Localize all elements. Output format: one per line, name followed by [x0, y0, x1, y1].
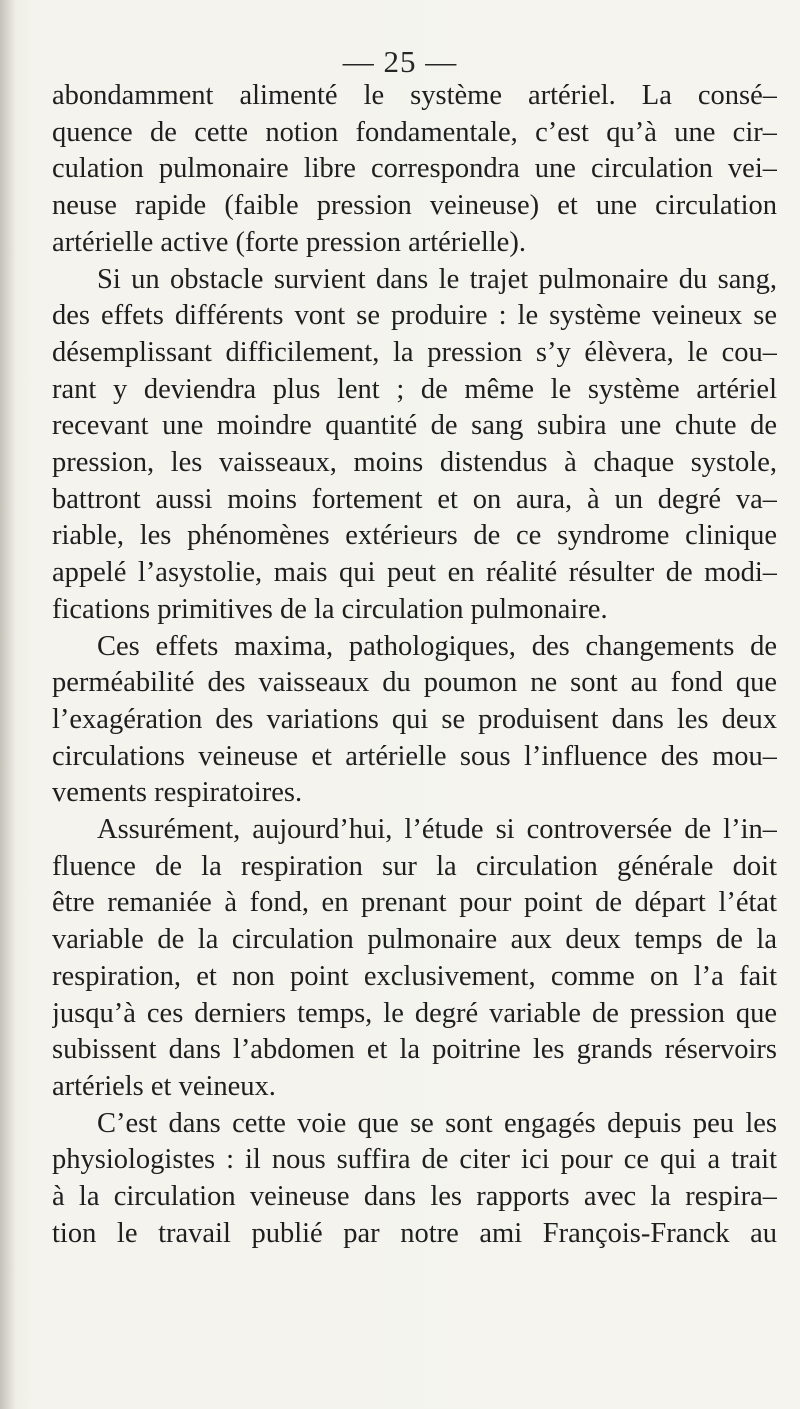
text-line: abondamment alimenté le système artériel. La consé– [52, 80, 777, 111]
body-text [52, 78, 777, 1253]
text-line: subissent dans l’abdomen et la poitrine les grands réservoirs [52, 1034, 777, 1066]
text-line: désemplissant difficilement, la pression s’y élèvera, le cou– [52, 336, 777, 368]
text-line: rant y deviendra plus lent ; de même le système artériel [52, 373, 777, 405]
text-line: C’est dans cette voie que se sont engagés depuis peu les [97, 1107, 777, 1139]
text-line: Assurément, aujourd’hui, l’étude si controversée de l’in– [97, 814, 777, 846]
text-line: artérielle active (forte pression artérielle). [52, 226, 526, 258]
text-line: à la circulation veineuse dans les rapports avec la respira– [52, 1181, 777, 1213]
text-line: circulations veineuse et artérielle sous l’influence des mou– [52, 740, 777, 772]
text-line: physiologistes : il nous suffira de citer ici pour ce qui a trait [52, 1144, 777, 1176]
text-line: perméabilité des vaisseaux du poumon ne sont au fond que [52, 667, 777, 699]
text-line: pression, les vaisseaux, moins distendus à chaque systole, [52, 447, 777, 479]
gutter-shadow [0, 0, 16, 1409]
text-line: battront aussi moins fortement et on aura, à un degré va– [52, 483, 777, 515]
text-line: neuse rapide (faible pression veineuse) et une circulation [52, 190, 777, 222]
text-line: tion le travail publié par notre ami François-Franck au [52, 1217, 777, 1249]
text-line: fications primitives de la circulation pulmonaire. [52, 593, 608, 625]
text-line: recevant une moindre quantité de sang subira une chute de [52, 410, 777, 442]
text-line: culation pulmonaire libre correspondra une circulation vei– [52, 153, 777, 185]
text-line: des effets différents vont se produire : le système veineux se [52, 300, 777, 332]
text-line: quence de cette notion fondamentale, c’est qu’à une cir– [52, 116, 777, 148]
text-line: être remaniée à fond, en prenant pour point de départ l’état [52, 887, 777, 919]
text-line: Si un obstacle survient dans le trajet pulmonaire du sang, [97, 263, 777, 295]
text-line: vements respiratoires. [52, 777, 303, 809]
text-line: fluence de la respiration sur la circulation générale doit [52, 850, 777, 882]
page-number: — 25 — [342, 44, 458, 79]
text-line: variable de la circulation pulmonaire aux deux temps de la [52, 924, 777, 956]
text-line: Ces effets maxima, pathologiques, des changements de [97, 630, 777, 662]
text-line: l’exagération des variations qui se produisent dans les deux [52, 703, 777, 735]
text-line: jusqu’à ces derniers temps, le degré variable de pression que [52, 997, 777, 1029]
text-line: riable, les phénomènes extérieurs de ce syndrome clinique [52, 520, 777, 552]
text-line: appelé l’asystolie, mais qui peut en réalité résulter de modi– [52, 557, 777, 589]
text-line: artériels et veineux. [52, 1070, 276, 1102]
text-line: respiration, et non point exclusivement, comme on l’a fait [52, 960, 777, 992]
